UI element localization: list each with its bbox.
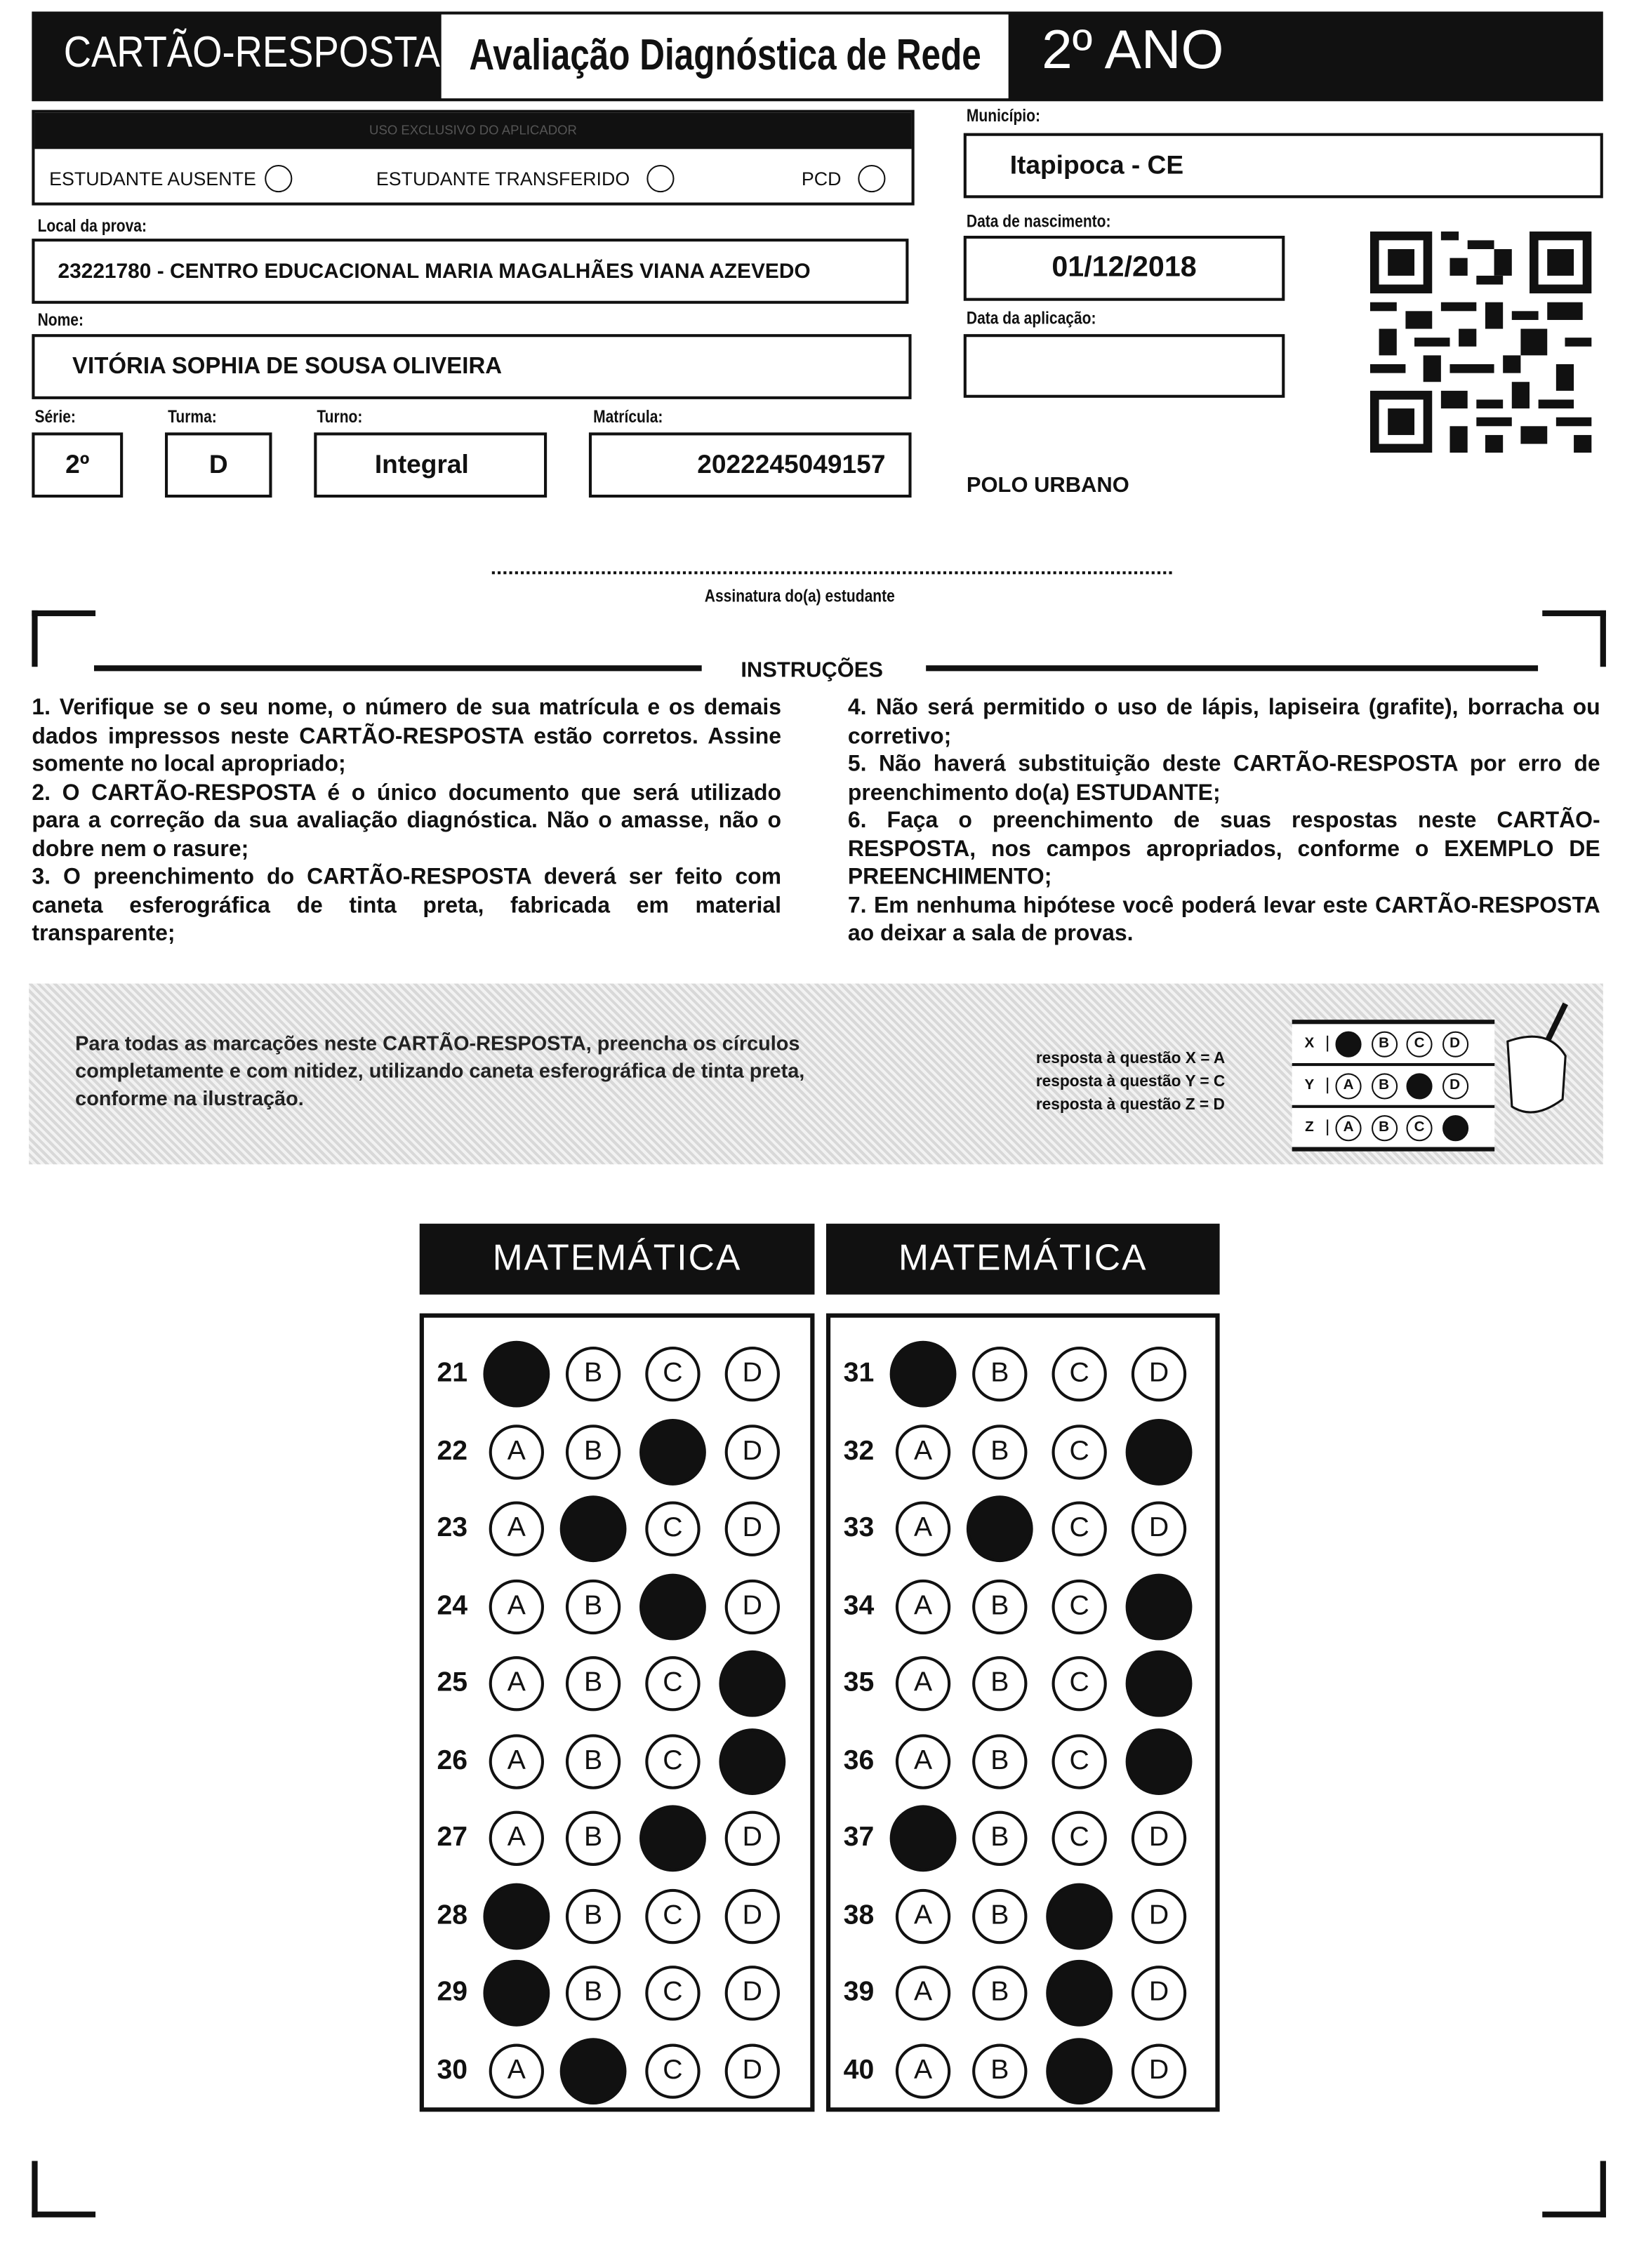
- answer-bubble-c[interactable]: C: [645, 2043, 700, 2097]
- example-bubble: A: [1335, 1114, 1361, 1140]
- pcd-option[interactable]: PCD: [802, 165, 886, 192]
- answer-bubble-a[interactable]: [483, 1960, 550, 2027]
- example-text: Para todas as marcações neste CARTÃO-RESPOSTA, preencha os círculos completamente e com nitidez, utilizando caneta esferográfica de tinta preta, conforme na ilustração.: [75, 1031, 805, 1109]
- subject-header: MATEMÁTICA: [420, 1224, 815, 1295]
- signature-line: [492, 571, 1172, 574]
- answer-bubble-b[interactable]: B: [972, 1656, 1027, 1711]
- divider: [926, 665, 1538, 671]
- answer-bubble-a[interactable]: [483, 1883, 550, 1949]
- answer-bubble-c[interactable]: [639, 1418, 706, 1485]
- answer-bubble-c[interactable]: [1046, 2037, 1113, 2104]
- answer-grid: [826, 1314, 1220, 2112]
- answer-bubble-d[interactable]: [1126, 1418, 1193, 1485]
- answer-bubble-b[interactable]: [967, 1495, 1033, 1562]
- answer-bubble-a[interactable]: A: [896, 1888, 950, 1943]
- question-number: 32: [843, 1435, 875, 1467]
- answer-bubble-c[interactable]: [639, 1805, 706, 1872]
- question-number: 34: [843, 1590, 875, 1621]
- question-row: [830, 1573, 1215, 1640]
- question-number: 37: [843, 1822, 875, 1853]
- name-field: VITÓRIA SOPHIA DE SOUSA OLIVEIRA: [32, 334, 911, 399]
- answer-bubble-b[interactable]: B: [972, 1424, 1027, 1479]
- answer-bubble-c[interactable]: C: [1051, 1424, 1106, 1479]
- question-number: 35: [843, 1667, 875, 1698]
- question-row: [424, 1573, 810, 1640]
- example-bubble: [1335, 1031, 1361, 1057]
- answer-bubble-d[interactable]: D: [1132, 2043, 1186, 2097]
- application-date-label: Data da aplicação:: [966, 308, 1096, 328]
- answer-bubble-a[interactable]: [890, 1341, 957, 1408]
- answer-bubble-b[interactable]: B: [566, 1347, 621, 1401]
- example-question-label: X: [1292, 1036, 1329, 1052]
- example-row: [1292, 1108, 1495, 1147]
- turma-label: Turma:: [168, 406, 217, 427]
- example-question-label: Z: [1292, 1119, 1329, 1135]
- answer-bubble-b[interactable]: B: [972, 1579, 1027, 1634]
- question-number: 39: [843, 1977, 875, 2008]
- answer-bubble-a[interactable]: [483, 1341, 550, 1408]
- serie-field: 2º: [32, 432, 123, 498]
- example-bubble: B: [1371, 1031, 1397, 1057]
- answer-bubble-d[interactable]: [1126, 1728, 1193, 1794]
- answer-bubble-a[interactable]: A: [896, 1966, 950, 2020]
- question-row: [830, 1883, 1215, 1949]
- application-date-field: [964, 334, 1285, 398]
- question-number: 36: [843, 1745, 875, 1776]
- local-field: 23221780 - CENTRO EDUCACIONAL MARIA MAGALHÃES VIANA AZEVEDO: [32, 239, 908, 304]
- radio-circle-icon[interactable]: [647, 165, 675, 192]
- question-row: [830, 1960, 1215, 2027]
- polo-label: POLO URBANO: [966, 473, 1129, 498]
- hand-pen-icon: [1490, 998, 1577, 1128]
- signature-label: Assinatura do(a) estudante: [704, 585, 895, 606]
- turma-field: D: [165, 432, 272, 498]
- example-bubble: B: [1371, 1114, 1397, 1140]
- question-row: [424, 1728, 810, 1794]
- example-bubble: [1406, 1072, 1432, 1098]
- answer-bubble-c[interactable]: C: [1051, 1502, 1106, 1556]
- answer-bubble-c[interactable]: C: [645, 1502, 700, 1556]
- question-number: 21: [437, 1358, 468, 1389]
- question-row: [424, 2037, 810, 2104]
- example-answers: resposta à questão X = A resposta à questão Y = C resposta à questão Z = D: [1035, 1050, 1226, 1114]
- turno-label: Turno:: [317, 406, 363, 427]
- question-row: [424, 1650, 810, 1717]
- instructions-left: 1. Verifique se o seu nome, o número de sua matrícula e os demais dados impressos neste CARTÃO-RESPOSTA estão corretos. Assine somente no local apropriado; 2. O CARTÃO-RESPOSTA é o único documento que será utilizado para a correção da sua avaliação diagnóstica. Não o amasse, não o dobre nem o rasure; 3. O preenchimento do CARTÃO-RESPOSTA deverá ser feito com caneta esferográfica de tinta preta, fabricada em material transparente;: [32, 695, 782, 947]
- assessment-name: Avaliação Diagnóstica de Rede: [442, 15, 1009, 99]
- answer-bubble-c[interactable]: [639, 1573, 706, 1640]
- answer-bubble-d[interactable]: D: [725, 2043, 780, 2097]
- sheet-title: CARTÃO-RESPOSTA: [63, 29, 440, 77]
- answer-bubble-a[interactable]: A: [489, 1656, 544, 1711]
- answer-bubble-c[interactable]: [1046, 1960, 1113, 2027]
- answer-bubble-d[interactable]: D: [1132, 1811, 1186, 1866]
- answer-bubble-d[interactable]: D: [725, 1888, 780, 1943]
- example-bubble: C: [1406, 1031, 1432, 1057]
- answer-bubble-a[interactable]: A: [896, 1733, 950, 1788]
- answer-bubble-c[interactable]: C: [645, 1656, 700, 1711]
- question-row: [830, 1650, 1215, 1717]
- answer-bubble-d[interactable]: D: [725, 1424, 780, 1479]
- answer-bubble-c[interactable]: [1046, 1883, 1113, 1949]
- question-row: [830, 1341, 1215, 1408]
- example-bubble: C: [1406, 1114, 1432, 1140]
- question-row: [424, 1883, 810, 1949]
- answer-bubble-c[interactable]: C: [1051, 1733, 1106, 1788]
- corner-mark: [1542, 2161, 1606, 2217]
- answer-bubble-a[interactable]: A: [489, 1502, 544, 1556]
- question-number: 25: [437, 1667, 468, 1698]
- answer-bubble-b[interactable]: B: [566, 1733, 621, 1788]
- answer-bubble-a[interactable]: A: [896, 1579, 950, 1634]
- answer-bubble-b[interactable]: B: [972, 1811, 1027, 1866]
- name-label: Nome:: [37, 309, 84, 330]
- example-question-label: Y: [1292, 1078, 1329, 1094]
- answer-bubble-c[interactable]: C: [1051, 1811, 1106, 1866]
- question-row: [424, 1418, 810, 1485]
- answer-bubble-b[interactable]: B: [566, 1966, 621, 2020]
- transferred-option[interactable]: ESTUDANTE TRANSFERIDO: [376, 165, 675, 192]
- answer-bubble-d[interactable]: D: [725, 1966, 780, 2020]
- example-grid: [1292, 1020, 1495, 1152]
- answer-bubble-b[interactable]: [560, 2037, 627, 2104]
- grade-label: 2º ANO: [1042, 20, 1224, 81]
- answer-bubble-a[interactable]: A: [896, 2043, 950, 2097]
- example-bubble: A: [1335, 1072, 1361, 1098]
- question-number: 24: [437, 1590, 468, 1621]
- answer-bubble-b[interactable]: B: [972, 2043, 1027, 2097]
- question-row: [830, 1805, 1215, 1872]
- answer-bubble-b[interactable]: B: [972, 1733, 1027, 1788]
- question-number: 30: [437, 2054, 468, 2086]
- example-bubble: [1442, 1114, 1468, 1140]
- serie-label: Série:: [34, 406, 76, 427]
- answer-bubble-d[interactable]: D: [725, 1811, 780, 1866]
- answer-bubble-b[interactable]: B: [566, 1424, 621, 1479]
- answer-bubble-a[interactable]: A: [489, 1811, 544, 1866]
- radio-circle-icon[interactable]: [265, 165, 292, 192]
- absent-option[interactable]: ESTUDANTE AUSENTE: [49, 165, 292, 192]
- answer-bubble-d[interactable]: [719, 1728, 785, 1794]
- answer-bubble-d[interactable]: D: [725, 1502, 780, 1556]
- answer-bubble-a[interactable]: A: [489, 1579, 544, 1634]
- answer-bubble-c[interactable]: C: [1051, 1347, 1106, 1401]
- question-row: [424, 1960, 810, 2027]
- radio-circle-icon[interactable]: [858, 165, 886, 192]
- qr-code-icon: [1367, 232, 1595, 453]
- answer-bubble-a[interactable]: A: [896, 1656, 950, 1711]
- question-row: [830, 1495, 1215, 1562]
- example-bubble: B: [1371, 1072, 1397, 1098]
- answer-bubble-c[interactable]: C: [1051, 1656, 1106, 1711]
- question-row: [830, 1728, 1215, 1794]
- applicator-box: [32, 110, 914, 206]
- subject-header: MATEMÁTICA: [826, 1224, 1220, 1295]
- instructions-title: INSTRUÇÕES: [741, 658, 884, 683]
- answer-bubble-a[interactable]: A: [489, 1733, 544, 1788]
- answer-bubble-b[interactable]: [560, 1495, 627, 1562]
- answer-bubble-c[interactable]: C: [645, 1347, 700, 1401]
- municipio-label: Município:: [966, 105, 1041, 126]
- matricula-field: 2022245049157: [589, 432, 912, 498]
- answer-bubble-d[interactable]: D: [725, 1347, 780, 1401]
- answer-bubble-a[interactable]: [890, 1805, 957, 1872]
- matricula-label: Matrícula:: [593, 406, 663, 427]
- question-number: 33: [843, 1513, 875, 1544]
- question-number: 31: [843, 1358, 875, 1389]
- example-row: [1292, 1024, 1495, 1066]
- answer-bubble-b[interactable]: B: [972, 1347, 1027, 1401]
- question-number: 27: [437, 1822, 468, 1853]
- answer-bubble-a[interactable]: A: [896, 1424, 950, 1479]
- instructions-right: 4. Não será permitido o uso de lápis, lapiseira (grafite), borracha ou corretivo; 5. Não haverá substituição deste CARTÃO-RESPOSTA por erro de preenchimento do(a) ESTUDANTE; 6. Faça o preenchimento de suas respostas neste CARTÃO-RESPOSTA, nos campos apropriados, conforme o EXEMPLO DE PREENCHIMENTO; 7. Em nenhuma hipótese você poderá levar este CARTÃO-RESPOSTA ao deixar a sala de provas.: [847, 695, 1600, 947]
- question-number: 40: [843, 2054, 875, 2086]
- question-number: 28: [437, 1900, 468, 1930]
- answer-bubble-d[interactable]: D: [725, 1579, 780, 1634]
- answer-bubble-c[interactable]: C: [1051, 1579, 1106, 1634]
- question-number: 29: [437, 1977, 468, 2008]
- answer-bubble-d[interactable]: D: [1132, 1888, 1186, 1943]
- example-bubble: D: [1442, 1072, 1468, 1098]
- answer-bubble-b[interactable]: B: [972, 1966, 1027, 2020]
- answer-bubble-d[interactable]: D: [1132, 1347, 1186, 1401]
- question-row: [830, 2037, 1215, 2104]
- answer-bubble-b[interactable]: B: [566, 1656, 621, 1711]
- divider: [94, 665, 702, 671]
- answer-bubble-d[interactable]: D: [1132, 1502, 1186, 1556]
- corner-mark: [1542, 611, 1606, 667]
- corner-mark: [32, 611, 95, 667]
- applicator-strip: USO EXCLUSIVO DO APLICADOR: [34, 113, 911, 149]
- question-row: [424, 1341, 810, 1408]
- question-number: 26: [437, 1745, 468, 1776]
- answer-bubble-c[interactable]: C: [645, 1966, 700, 2020]
- question-number: 38: [843, 1900, 875, 1930]
- answer-bubble-d[interactable]: [1126, 1573, 1193, 1640]
- example-row: [1292, 1066, 1495, 1108]
- question-row: [830, 1418, 1215, 1485]
- question-number: 22: [437, 1435, 468, 1467]
- answer-bubble-b[interactable]: B: [972, 1888, 1027, 1943]
- birthdate-field: 01/12/2018: [964, 236, 1285, 301]
- answer-bubble-c[interactable]: C: [645, 1733, 700, 1788]
- question-row: [424, 1805, 810, 1872]
- answer-bubble-b[interactable]: B: [566, 1888, 621, 1943]
- answer-grid: [420, 1314, 815, 2112]
- question-number: 23: [437, 1513, 468, 1544]
- local-label: Local da prova:: [37, 215, 147, 236]
- answer-bubble-c[interactable]: C: [645, 1888, 700, 1943]
- answer-bubble-a[interactable]: A: [489, 1424, 544, 1479]
- answer-bubble-a[interactable]: A: [896, 1502, 950, 1556]
- answer-bubble-d[interactable]: [1126, 1650, 1193, 1717]
- corner-mark: [32, 2161, 95, 2217]
- answer-bubble-d[interactable]: D: [1132, 1966, 1186, 2020]
- answer-bubble-b[interactable]: B: [566, 1579, 621, 1634]
- turno-field: Integral: [314, 432, 547, 498]
- answer-bubble-a[interactable]: A: [489, 2043, 544, 2097]
- answer-bubble-d[interactable]: [719, 1650, 785, 1717]
- question-row: [424, 1495, 810, 1562]
- example-bubble: D: [1442, 1031, 1468, 1057]
- answer-bubble-b[interactable]: B: [566, 1811, 621, 1866]
- municipio-field: Itapipoca - CE: [964, 133, 1603, 199]
- birthdate-label: Data de nascimento:: [966, 211, 1111, 232]
